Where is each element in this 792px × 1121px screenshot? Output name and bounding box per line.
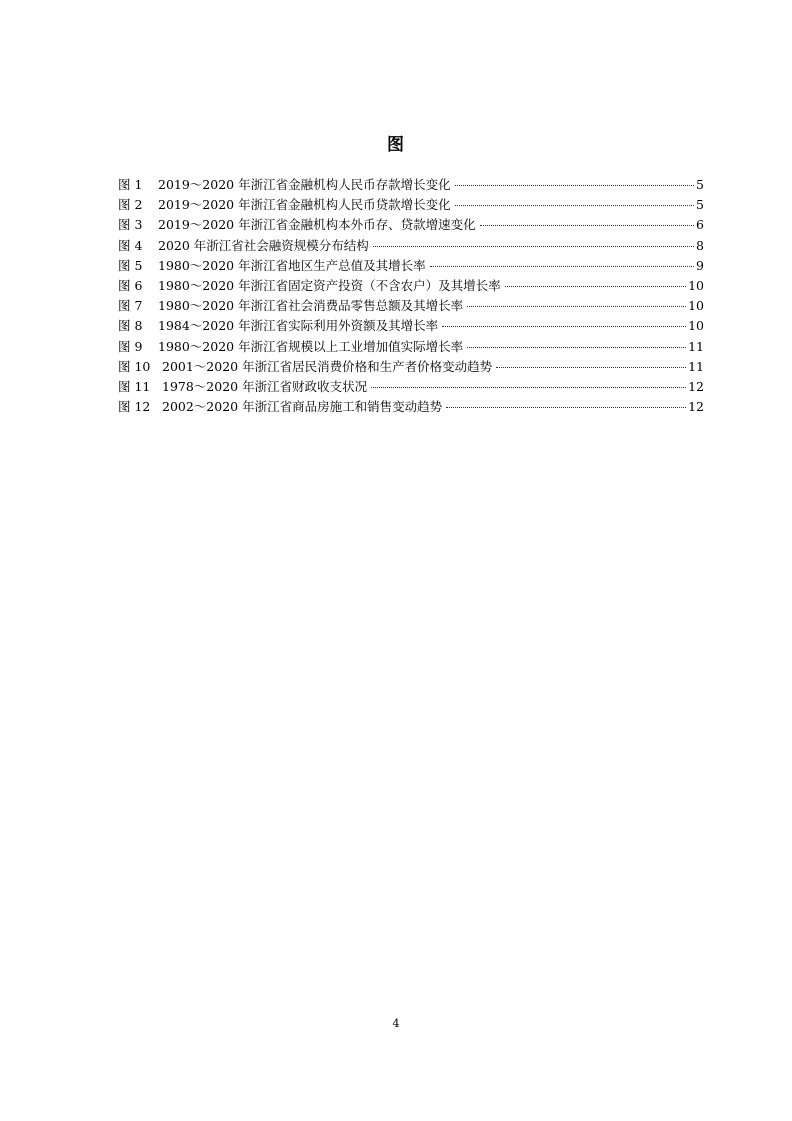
page-number: 12 bbox=[688, 378, 704, 394]
toc-entry-1[interactable] bbox=[118, 175, 704, 195]
page-number: 8 bbox=[696, 237, 704, 253]
dot-leader bbox=[467, 346, 686, 348]
figure-title: 2020 年浙江省社会融资规模分布结构 bbox=[158, 237, 369, 253]
figure-title: 1980～2020 年浙江省地区生产总值及其增长率 bbox=[158, 257, 426, 273]
dot-leader bbox=[496, 366, 686, 368]
figure-label: 图 5 bbox=[118, 257, 143, 273]
figure-label: 图 8 bbox=[118, 318, 143, 334]
page-number: 12 bbox=[688, 399, 704, 415]
toc-entry-7[interactable] bbox=[118, 296, 704, 316]
figure-list bbox=[118, 175, 704, 417]
figure-title: 2019～2020 年浙江省金融机构人民币存款增长变化 bbox=[158, 177, 451, 192]
figure-title: 1980～2020 年浙江省规模以上工业增加值实际增长率 bbox=[158, 338, 464, 354]
figure-label: 图 10 bbox=[118, 358, 151, 374]
toc-entry-11[interactable] bbox=[118, 377, 704, 397]
toc-entry-5[interactable] bbox=[118, 256, 704, 276]
dot-leader bbox=[467, 305, 686, 307]
figure-label: 图 2 bbox=[118, 197, 143, 213]
toc-entry-3[interactable] bbox=[118, 215, 704, 235]
page-number: 6 bbox=[696, 217, 704, 233]
dot-leader bbox=[480, 224, 694, 226]
page-footer-number: 4 bbox=[392, 1017, 400, 1030]
figure-title: 2001～2020 年浙江省居民消费价格和生产者价格变动趋势 bbox=[162, 358, 493, 374]
figure-title: 2019～2020 年浙江省金融机构本外币存、贷款增速变化 bbox=[158, 217, 476, 233]
page-title: 图 bbox=[387, 135, 405, 155]
figure-label: 图 3 bbox=[118, 217, 143, 233]
page-number: 11 bbox=[688, 358, 704, 374]
dot-leader bbox=[371, 386, 686, 388]
toc-entry-8[interactable] bbox=[118, 316, 704, 336]
toc-entry-2[interactable] bbox=[118, 195, 704, 215]
figure-label: 图 12 bbox=[118, 399, 151, 415]
dot-leader bbox=[430, 265, 694, 267]
page-number: 5 bbox=[696, 197, 704, 213]
figure-title: 2002～2020 年浙江省商品房施工和销售变动趋势 bbox=[162, 399, 443, 415]
toc-entry-4[interactable] bbox=[118, 236, 704, 256]
page-number: 5 bbox=[696, 177, 704, 192]
dot-leader bbox=[455, 204, 694, 206]
dot-leader bbox=[442, 325, 686, 327]
toc-entry-9[interactable] bbox=[118, 337, 704, 357]
figure-label: 图 7 bbox=[118, 298, 143, 314]
figure-label: 图 11 bbox=[118, 378, 151, 394]
dot-leader bbox=[505, 285, 686, 287]
figure-title: 1980～2020 年浙江省社会消费品零售总额及其增长率 bbox=[158, 298, 464, 314]
figure-title: 1984～2020 年浙江省实际利用外资额及其增长率 bbox=[158, 318, 439, 334]
page-number: 10 bbox=[688, 318, 704, 334]
toc-entry-12[interactable] bbox=[118, 397, 704, 417]
figure-title: 1980～2020 年浙江省固定资产投资（不含农户）及其增长率 bbox=[158, 277, 501, 293]
figure-label: 图 9 bbox=[118, 338, 143, 354]
figure-label: 图 1 bbox=[118, 177, 143, 192]
figure-title: 2019～2020 年浙江省金融机构人民币贷款增长变化 bbox=[158, 197, 451, 213]
page-number: 11 bbox=[688, 338, 704, 354]
toc-entry-10[interactable] bbox=[118, 357, 704, 377]
figure-label: 图 4 bbox=[118, 237, 143, 253]
dot-leader bbox=[373, 245, 694, 247]
page-number: 10 bbox=[688, 298, 704, 314]
figure-label: 图 6 bbox=[118, 277, 143, 293]
dot-leader bbox=[446, 406, 686, 408]
figure-title: 1978～2020 年浙江省财政收支状况 bbox=[162, 378, 368, 394]
page-number: 10 bbox=[688, 277, 704, 293]
page-number: 9 bbox=[696, 257, 704, 273]
dot-leader bbox=[455, 184, 694, 186]
toc-entry-6[interactable] bbox=[118, 276, 704, 296]
